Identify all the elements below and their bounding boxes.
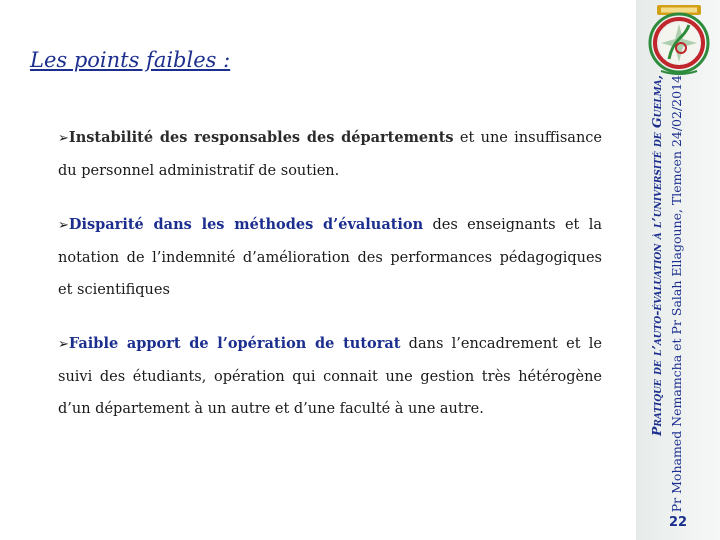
sidebar-panel (636, 0, 720, 540)
slide-title: Les points faibles : (30, 48, 231, 72)
bullet-highlight: Faible apport de l’opération de tutorat (68, 335, 401, 352)
arrow-right-icon: ➢ (58, 337, 69, 352)
bullet-text: et une insuffisance du personnel administratif de soutien. (58, 130, 602, 179)
bullet-highlight: Disparité dans les méthodes d’évaluation (68, 216, 424, 233)
bullet-text: des enseignants et la notation de l’indemnité d’amélioration des performances pédagogiques et scientifiques (58, 217, 602, 298)
bullet-item (58, 209, 602, 306)
bullet-text: dans l’encadrement et le suivi des étudiants, opération qui connait une gestion très hétérogène d’un département à un autre et d’une faculté à une autre. (58, 336, 602, 417)
arrow-right-icon: ➢ (58, 218, 69, 233)
university-logo (641, 3, 717, 77)
slide-content (58, 122, 602, 447)
vertical-caption (647, 75, 709, 515)
bullet-item (58, 122, 602, 187)
arrow-right-icon: ➢ (58, 131, 69, 146)
caption-line-title: Pratique de l’auto-évaluation à l’université de Guelma, (649, 75, 664, 437)
bullet-item (58, 328, 602, 425)
page-number: 22 (668, 515, 688, 530)
caption-line-authors: Pr Mohamed Nemamcha et Pr Salah Ellagoune, Tlemcen 24/02/2014 (669, 75, 684, 513)
bullet-highlight: Instabilité des responsables des départements (68, 129, 454, 146)
